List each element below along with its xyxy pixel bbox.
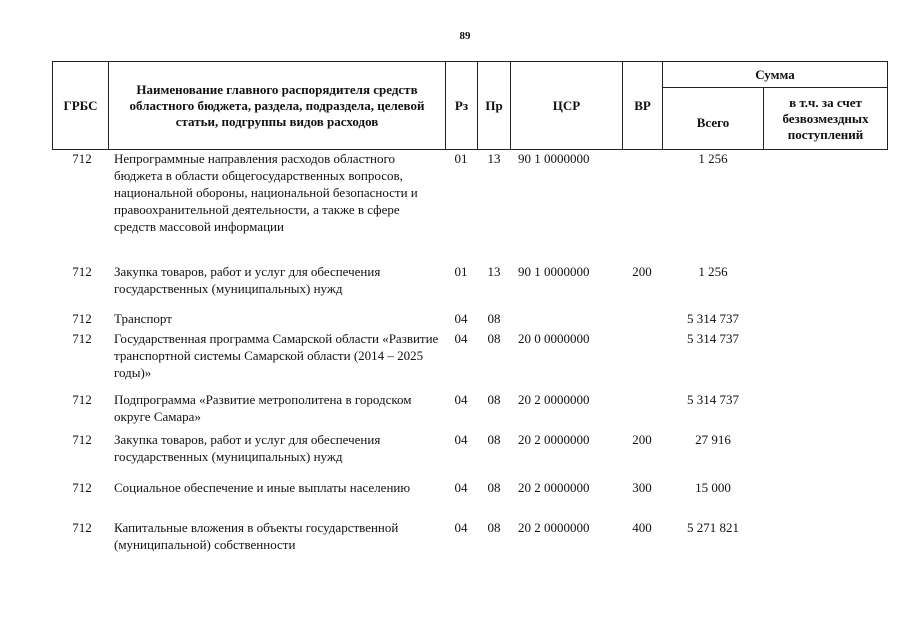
header-free-receipts: в т.ч. за счет безвозмездных поступлений — [763, 87, 888, 150]
cell-name: Закупка товаров, работ и услуг для обеспечения государственных (муниципальных) нужд — [114, 264, 381, 296]
header-vr: ВР — [622, 61, 663, 150]
cell-csr: 90 1 0000000 — [518, 264, 590, 279]
cell-total: 27 916 — [695, 432, 731, 447]
cell-name: Непрограммные направления расходов областного бюджета в области общегосударственных вопросов, национальной обороны, национальной безопасности и правоохранительной деятельности, а также в сфере средств массовой информации — [114, 151, 418, 234]
header-pr: Пр — [477, 61, 511, 150]
cell-total: 15 000 — [695, 480, 731, 495]
cell-pr: 08 — [487, 432, 501, 447]
cell-csr: 20 0 0000000 — [518, 331, 590, 346]
cell-name: Транспорт — [114, 311, 172, 326]
cell-name: Капитальные вложения в объекты государственной (муниципальной) собственности — [114, 520, 399, 552]
cell-grbs: 712 — [72, 331, 92, 346]
cell-grbs: 712 — [72, 392, 92, 407]
cell-rz: 04 — [454, 432, 468, 447]
cell-total: 5 314 737 — [687, 311, 739, 326]
header-grbs: ГРБС — [52, 61, 109, 150]
cell-total: 1 256 — [698, 264, 728, 279]
cell-rz: 04 — [454, 311, 468, 326]
cell-pr: 08 — [487, 520, 501, 535]
cell-vr: 200 — [632, 432, 652, 447]
cell-grbs: 712 — [72, 520, 92, 535]
header-csr: ЦСР — [510, 61, 623, 150]
cell-name: Социальное обеспечение и иные выплаты населению — [114, 480, 411, 495]
cell-pr: 08 — [487, 331, 501, 346]
cell-rz: 04 — [454, 520, 468, 535]
cell-pr: 13 — [487, 151, 501, 166]
cell-pr: 08 — [487, 480, 501, 495]
cell-vr: 300 — [632, 480, 652, 495]
cell-name: Подпрограмма «Развитие метрополитена в городском округе Самара» — [114, 392, 412, 424]
cell-rz: 04 — [454, 392, 468, 407]
cell-rz: 04 — [454, 480, 468, 495]
cell-pr: 08 — [487, 311, 501, 326]
cell-rz: 01 — [454, 264, 468, 279]
header-total: Всего — [662, 87, 764, 150]
cell-csr: 20 2 0000000 — [518, 432, 590, 447]
cell-grbs: 712 — [72, 480, 92, 495]
header-rz: Рз — [445, 61, 478, 150]
cell-csr: 90 1 0000000 — [518, 151, 590, 166]
cell-csr: 20 2 0000000 — [518, 392, 590, 407]
cell-pr: 13 — [487, 264, 501, 279]
cell-name: Государственная программа Самарской области «Развитие транспортной системы Самарской области (2014 – 2025 годы)» — [114, 331, 439, 380]
cell-name: Закупка товаров, работ и услуг для обеспечения государственных (муниципальных) нужд — [114, 432, 381, 464]
cell-rz: 01 — [454, 151, 468, 166]
cell-total: 5 314 737 — [687, 392, 739, 407]
cell-grbs: 712 — [72, 311, 92, 326]
page-number: 89 — [459, 30, 471, 42]
cell-total: 5 271 821 — [687, 520, 739, 535]
header-sum: Сумма — [662, 61, 888, 88]
cell-total: 5 314 737 — [687, 331, 739, 346]
header-name: Наименование главного распорядителя средств областного бюджета, раздела, подраздела, целевой статьи, подгруппы видов расходов — [108, 61, 446, 150]
cell-csr: 20 2 0000000 — [518, 520, 590, 535]
cell-csr: 20 2 0000000 — [518, 480, 590, 495]
cell-vr: 400 — [632, 520, 652, 535]
cell-rz: 04 — [454, 331, 468, 346]
cell-grbs: 712 — [72, 151, 92, 166]
cell-grbs: 712 — [72, 264, 92, 279]
cell-pr: 08 — [487, 392, 501, 407]
cell-total: 1 256 — [698, 151, 728, 166]
cell-grbs: 712 — [72, 432, 92, 447]
cell-vr: 200 — [632, 264, 652, 279]
